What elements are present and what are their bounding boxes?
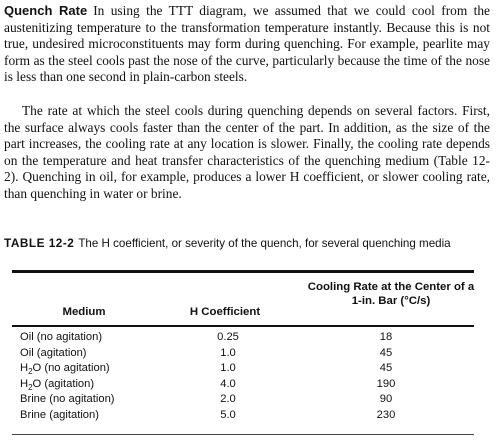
table-row <box>20 347 480 363</box>
table-label: TABLE 12-2 <box>4 236 75 250</box>
table-bottom-rule <box>12 434 474 435</box>
table-row <box>20 331 480 347</box>
table-row <box>20 362 480 378</box>
cell-medium: $H_2O$ (no agitation) <box>20 362 110 377</box>
cell-h-coefficient: 5.0 <box>220 408 236 421</box>
cell-h-coefficient: 2.0 <box>220 393 236 406</box>
column-header-h-coefficient: H Coefficient <box>189 306 261 318</box>
cell-cooling-rate: 45 <box>379 362 393 375</box>
table-row <box>20 393 480 409</box>
cell-medium: $H_2O$ (agitation) <box>20 377 95 392</box>
table-body <box>20 331 480 425</box>
paragraph-2: The rate at which the steel cools during quenching depends on several factors. First, the surface always cools faster than the center of the part. In addition, as the size of the part increases, the cooling rate at any location is slower. Finally, the cooling rate depends on the temperature and heat transfer characteristics of the quenching medium (Table 12-2). Quenching in oil, for example, produces a lower H coefficient, or slower cooling rate, than quenching in water or brine. <box>4 103 490 201</box>
table-row <box>20 378 480 394</box>
cell-cooling-rate: 230 <box>376 408 396 421</box>
section-heading: Quench Rate <box>4 3 88 18</box>
cell-cooling-rate: 45 <box>379 346 393 359</box>
paragraph-quench-rate <box>4 3 490 86</box>
table-top-rule <box>12 270 474 273</box>
cell-medium: Brine (no agitation) <box>20 393 115 406</box>
table-header-rule <box>12 325 474 327</box>
paragraph-1-text: In using the TTT diagram, we assumed that we could cool from the austenitizing temperature to the transformation temperature instantly. Because this is not true, undesired microconstituents may form during quenching. For example, pearlite may form as the steel cools past the nose of the curve, particularly because the time of the nose is less than one second in plain-carbon steels. <box>4 3 490 85</box>
cell-medium: Brine (agitation) <box>20 408 99 421</box>
cell-cooling-rate: 190 <box>376 377 396 390</box>
cell-h-coefficient: 1.0 <box>220 346 236 359</box>
table-caption <box>4 236 474 251</box>
cell-cooling-rate: 90 <box>379 393 393 406</box>
table-caption-text: The H coefficient, or severity of the quench, for several quenching media <box>78 237 451 250</box>
cell-h-coefficient: 4.0 <box>220 377 236 390</box>
cell-cooling-rate: 18 <box>379 331 393 343</box>
cell-medium: Oil (no agitation) <box>20 331 103 343</box>
column-header-medium: Medium <box>62 306 106 318</box>
cell-medium: Oil (agitation) <box>20 346 87 359</box>
table-row <box>20 409 480 425</box>
cell-h-coefficient: 0.25 <box>217 331 239 343</box>
cell-h-coefficient: 1.0 <box>220 362 236 375</box>
column-header-cooling-rate: Cooling Rate at the Center of a 1-in. Bar (°C/s) <box>307 281 475 307</box>
